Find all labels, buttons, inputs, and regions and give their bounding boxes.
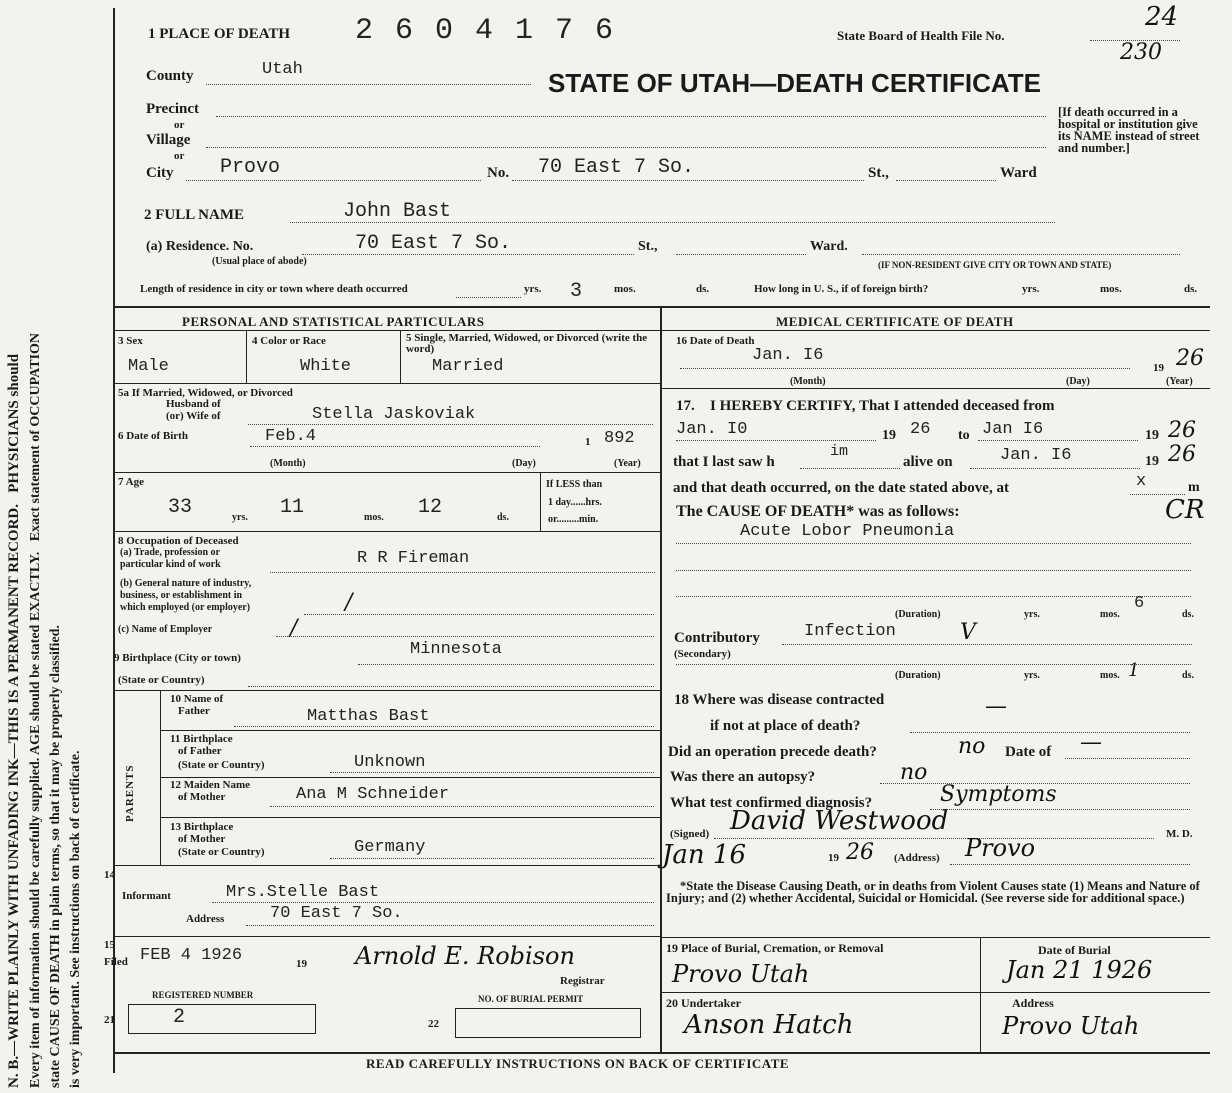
- duration-yrs-label: yrs.: [1024, 609, 1040, 620]
- dod-year: 26: [1176, 346, 1204, 371]
- certificate-number-stamp: 2 6 0 4 1 7 6: [355, 14, 616, 48]
- burial-place-value: Provo Utah: [672, 960, 810, 988]
- certificate-title: STATE OF UTAH—DEATH CERTIFICATE: [548, 68, 1041, 98]
- or-text: or: [174, 119, 185, 131]
- secondary-label: (Secondary): [674, 648, 731, 660]
- operation-date-label: Date of: [1005, 744, 1052, 760]
- birthplace-label: 9 Birthplace (City or town): [114, 652, 241, 664]
- margin-instructions-2: state CAUSE OF DEATH in plain terms, so that it may be properly classified.: [48, 625, 63, 1088]
- file-no: 24: [1145, 2, 1179, 32]
- address-label: (Address): [894, 852, 940, 864]
- from-year-prefix: 19: [882, 428, 896, 443]
- undertaker-address-label: Address: [1012, 996, 1054, 1010]
- cause-label: The CAUSE OF DEATH* was as follows:: [676, 503, 960, 520]
- city-value: Provo: [220, 156, 281, 179]
- duration2-label: (Duration): [895, 670, 941, 681]
- duration2-mos-label: mos.: [1100, 670, 1120, 681]
- employed-label: which employed (or employer): [120, 602, 251, 613]
- personal-heading: PERSONAL AND STATISTICAL PARTICULARS: [182, 314, 485, 329]
- informant-number: 14: [104, 869, 115, 881]
- burial-permit-label: NO. OF BURIAL PERMIT: [478, 994, 584, 1004]
- filed-number: 15: [104, 939, 115, 951]
- operation-date-value: —: [1080, 730, 1102, 755]
- dod-year-prefix: 19: [1153, 362, 1164, 374]
- occupation-value: R R Fireman: [357, 549, 470, 568]
- footer-instructions: READ CAREFULLY INSTRUCTIONS ON BACK OF CERTIFICATE: [366, 1056, 790, 1071]
- informant-address-value: 70 East 7 So.: [270, 904, 403, 923]
- registered-number-box: [128, 1004, 316, 1034]
- informant-address-label: Address: [186, 913, 225, 925]
- filed-label: Filed: [104, 956, 128, 968]
- burial-date-label: Date of Burial: [1038, 943, 1111, 957]
- medical-heading: MEDICAL CERTIFICATE OF DEATH: [776, 314, 1014, 329]
- length-mos-label: mos.: [614, 283, 636, 295]
- filed-year-suffix: 19: [296, 958, 307, 970]
- dob-value: Feb.4: [265, 427, 317, 446]
- place-of-death-label: 1 PLACE OF DEATH: [148, 26, 291, 42]
- nonresident-label: (IF NON-RESIDENT GIVE CITY OR TOWN AND STATE): [878, 260, 1112, 270]
- age-years: 33: [168, 496, 193, 519]
- duration-mos-label: mos.: [1100, 609, 1120, 620]
- undertaker-value: Anson Hatch: [684, 1010, 854, 1040]
- undertaker-label: 20 Undertaker: [666, 996, 741, 1010]
- cause-value: Acute Lobor Pneumonia: [740, 522, 955, 541]
- dob-label: 6 Date of Birth: [118, 430, 188, 442]
- less-than-label: If LESS than: [546, 479, 603, 490]
- death-time-value: x: [1136, 472, 1147, 491]
- length-residence-label: Length of residence in city or town where death occurred: [140, 283, 408, 295]
- color-value: White: [300, 357, 352, 376]
- trade-label: (a) Trade, profession or: [120, 547, 220, 558]
- mother-name-value: Ana M Schneider: [296, 785, 450, 804]
- sign-year-prefix: 19: [828, 852, 839, 864]
- length-mos-value: 3: [570, 280, 583, 303]
- operation-label: Did an operation precede death?: [668, 744, 877, 760]
- certify-text: I HEREBY CERTIFY, That I attended deceased from: [710, 398, 1055, 414]
- cause-footnote: *State the Disease Causing Death, or in deaths from Violent Causes state (1) Means and Nature of Injury; and (2) whether Accidental, Suicidal or Homicidal. (See reverse side for additional space.): [666, 879, 1200, 905]
- md-label: M. D.: [1166, 828, 1193, 840]
- file-no-sub: 230: [1120, 40, 1162, 65]
- employer-label: (c) Name of Employer: [118, 624, 213, 635]
- dob-month-label: (Month): [270, 458, 306, 469]
- alive-year: 26: [1168, 442, 1196, 467]
- age-yrs-label: yrs.: [232, 512, 248, 523]
- burial-place-label: 19 Place of Burial, Cremation, or Removal: [666, 941, 884, 955]
- attended-from: Jan. I0: [676, 420, 748, 439]
- test-label: What test confirmed diagnosis?: [670, 795, 873, 811]
- death-time-m-label: m: [1188, 480, 1200, 495]
- mother-state-country-label: (State or Country): [178, 846, 265, 858]
- registered-number-label: REGISTERED NUMBER: [152, 990, 254, 1000]
- q18b-label: if not at place of death?: [710, 718, 861, 734]
- foreign-birth-label: How long in U. S., if of foreign birth?: [754, 283, 929, 295]
- marital-label: 5 Single, Married, Widowed, or Divorced (write the word): [406, 332, 648, 355]
- physician-signature: David Westwood: [730, 806, 949, 836]
- last-saw-pronoun: im: [830, 443, 849, 460]
- mother-birthplace-label: 13 Birthplace: [170, 821, 234, 833]
- mother-birthplace-value: Germany: [354, 838, 426, 857]
- age-label: 7 Age: [118, 476, 144, 488]
- signed-label: (Signed): [670, 828, 710, 840]
- alive-on-value: Jan. I6: [1000, 446, 1072, 465]
- contributory-mark: V: [960, 620, 976, 645]
- marital-value: Married: [432, 357, 504, 376]
- dod-month-label: (Month): [790, 376, 826, 387]
- sex-value: Male: [128, 357, 169, 376]
- age-ds-label: ds.: [497, 512, 509, 523]
- filed-date-stamp: FEB 4 1926: [140, 946, 243, 965]
- duration2-ds-label: ds.: [1182, 670, 1194, 681]
- from-year: 26: [910, 420, 931, 439]
- to-label: to: [958, 428, 970, 443]
- age-months: 11: [280, 496, 305, 519]
- dod-day-label: (Day): [1066, 376, 1090, 387]
- informant-value: Mrs.Stelle Bast: [226, 883, 380, 902]
- usual-abode-label: (Usual place of abode): [212, 256, 307, 267]
- residence-ward-label: Ward.: [810, 239, 848, 254]
- father-name-value: Matthas Bast: [307, 707, 430, 726]
- state-country-label: (State or Country): [118, 674, 205, 686]
- undertaker-address-value: Provo Utah: [1002, 1012, 1140, 1040]
- contributory-value: Infection: [804, 622, 896, 641]
- father-state-country-label: (State or Country): [178, 759, 265, 771]
- date-of-death-label: 16 Date of Death: [676, 335, 755, 347]
- margin-mark: CR: [1165, 495, 1205, 525]
- test-value: Symptoms: [940, 782, 1057, 807]
- business-label: business, or establishment in: [120, 590, 243, 601]
- margin-instructions-3: is very important. See instructions on back of certificate.: [68, 750, 83, 1088]
- physician-address: Provo: [965, 834, 1036, 862]
- spouse-value: Stella Jaskoviak: [312, 405, 476, 424]
- contributory-label: Contributory: [674, 630, 760, 646]
- street-value: 70 East 7 So.: [538, 156, 695, 179]
- to-year: 26: [1168, 418, 1196, 443]
- father-name-label: 10 Name of: [170, 693, 224, 705]
- county-value: Utah: [262, 60, 303, 79]
- sex-label: 3 Sex: [118, 335, 143, 347]
- burial-permit-box: [455, 1008, 641, 1038]
- residence-st-label: St.,: [638, 239, 658, 254]
- foreign-yrs-label: yrs.: [1022, 283, 1040, 295]
- burial-date-value: Jan 21 1926: [1006, 956, 1153, 984]
- duration-ds-label: ds.: [1182, 609, 1194, 620]
- duration2-yrs-label: yrs.: [1024, 670, 1040, 681]
- sign-year: 26: [846, 840, 874, 865]
- less-hrs-label: 1 day......hrs.: [548, 497, 602, 508]
- operation-value: no: [958, 734, 986, 759]
- margin-instructions-1: Every item of information should be carefully supplied. AGE should be stated EXACTLY. Exact statement of OCCUPATION: [28, 332, 43, 1088]
- margin-warning: N. B.—WRITE PLAINLY WITH UNFADING INK—THIS IS A PERMANENT RECORD. PHYSICIANS should: [6, 353, 22, 1088]
- duration2-mos-value: 1: [1128, 660, 1140, 681]
- file-no-label: State Board of Health File No.: [837, 28, 1005, 43]
- dob-year-label: (Year): [614, 458, 641, 469]
- certify-number: 17.: [676, 398, 695, 414]
- color-label: 4 Color or Race: [252, 335, 326, 347]
- hospital-note: [If death occurred in a hospital or institution give its NAME instead of street and number.]: [1058, 105, 1200, 155]
- length-yrs-label: yrs.: [524, 283, 542, 295]
- residence-value: 70 East 7 So.: [355, 232, 512, 255]
- of-mother-bp-label: of Mother: [178, 833, 226, 845]
- employer-value: /: [290, 616, 298, 641]
- to-year-prefix: 19: [1145, 428, 1159, 443]
- st-label: St.,: [868, 165, 889, 181]
- attended-to: Jan I6: [982, 420, 1044, 439]
- registered-number-value: 2: [173, 1006, 186, 1029]
- wife-label: (or) Wife of: [166, 410, 221, 422]
- full-name-label: 2 FULL NAME: [144, 207, 245, 223]
- date-of-death-value: Jan. I6: [752, 346, 824, 365]
- foreign-ds-label: ds.: [1184, 283, 1198, 295]
- of-mother-label: of Mother: [178, 791, 226, 803]
- ward-label: Ward: [1000, 165, 1037, 181]
- of-father-label: of Father: [178, 745, 222, 757]
- registrar-label: Registrar: [560, 975, 605, 987]
- dod-year-label: (Year): [1166, 376, 1193, 387]
- duration-label: (Duration): [895, 609, 941, 620]
- permit-box-number: 22: [428, 1018, 439, 1030]
- left-border: [113, 8, 115, 1073]
- registrar-signature: Arnold E. Robison: [355, 942, 575, 970]
- dob-day-label: (Day): [512, 458, 536, 469]
- street-no-label: No.: [487, 165, 510, 181]
- full-name-value: John Bast: [343, 200, 452, 223]
- or-text: or: [174, 150, 185, 162]
- precinct-label: Precinct: [146, 101, 200, 117]
- spouse-label: 5a If Married, Widowed, or Divorced: [118, 387, 293, 399]
- last-saw-label: that I last saw h: [673, 454, 775, 470]
- occupation-label: 8 Occupation of Deceased: [118, 535, 239, 547]
- alive-year-prefix: 19: [1145, 454, 1159, 469]
- village-label: Village: [146, 132, 191, 148]
- father-birthplace-value: Unknown: [354, 753, 426, 772]
- death-occurred-label: and that death occurred, on the date stated above, at: [673, 480, 1009, 496]
- alive-on-label: alive on: [903, 454, 953, 470]
- foreign-mos-label: mos.: [1100, 283, 1122, 295]
- birthplace-value: Minnesota: [410, 640, 502, 659]
- autopsy-label: Was there an autopsy?: [670, 769, 816, 785]
- reg-box-number: 21: [104, 1014, 115, 1026]
- less-min-label: or.........min.: [548, 514, 599, 525]
- duration-mos-value: 6: [1134, 594, 1145, 613]
- husband-label: Husband of: [166, 398, 221, 410]
- father-label: Father: [178, 705, 210, 717]
- q18-label: 18 Where was disease contracted: [674, 692, 885, 708]
- age-mos-label: mos.: [364, 512, 384, 523]
- county-label: County: [146, 68, 194, 84]
- bottom-border: [113, 1052, 1210, 1054]
- age-days: 12: [418, 496, 443, 519]
- mother-name-label: 12 Maiden Name: [170, 779, 251, 791]
- autopsy-value: no: [900, 760, 928, 785]
- sign-date: Jan 16: [662, 840, 747, 870]
- dob-year: 892: [604, 429, 635, 448]
- parents-label: PARENTS: [124, 764, 136, 822]
- length-ds-label: ds.: [696, 283, 710, 295]
- industry-value: /: [345, 590, 353, 615]
- q18-value: —: [985, 694, 1007, 719]
- residence-label: (a) Residence. No.: [146, 239, 254, 254]
- father-birthplace-label: 11 Birthplace: [170, 733, 233, 745]
- dob-year-prefix: 1: [585, 436, 591, 448]
- kind-of-work-label: particular kind of work: [120, 559, 221, 570]
- city-label: City: [146, 165, 174, 181]
- informant-label: Informant: [122, 890, 171, 902]
- column-divider: [660, 308, 662, 1053]
- industry-label: (b) General nature of industry,: [120, 578, 252, 589]
